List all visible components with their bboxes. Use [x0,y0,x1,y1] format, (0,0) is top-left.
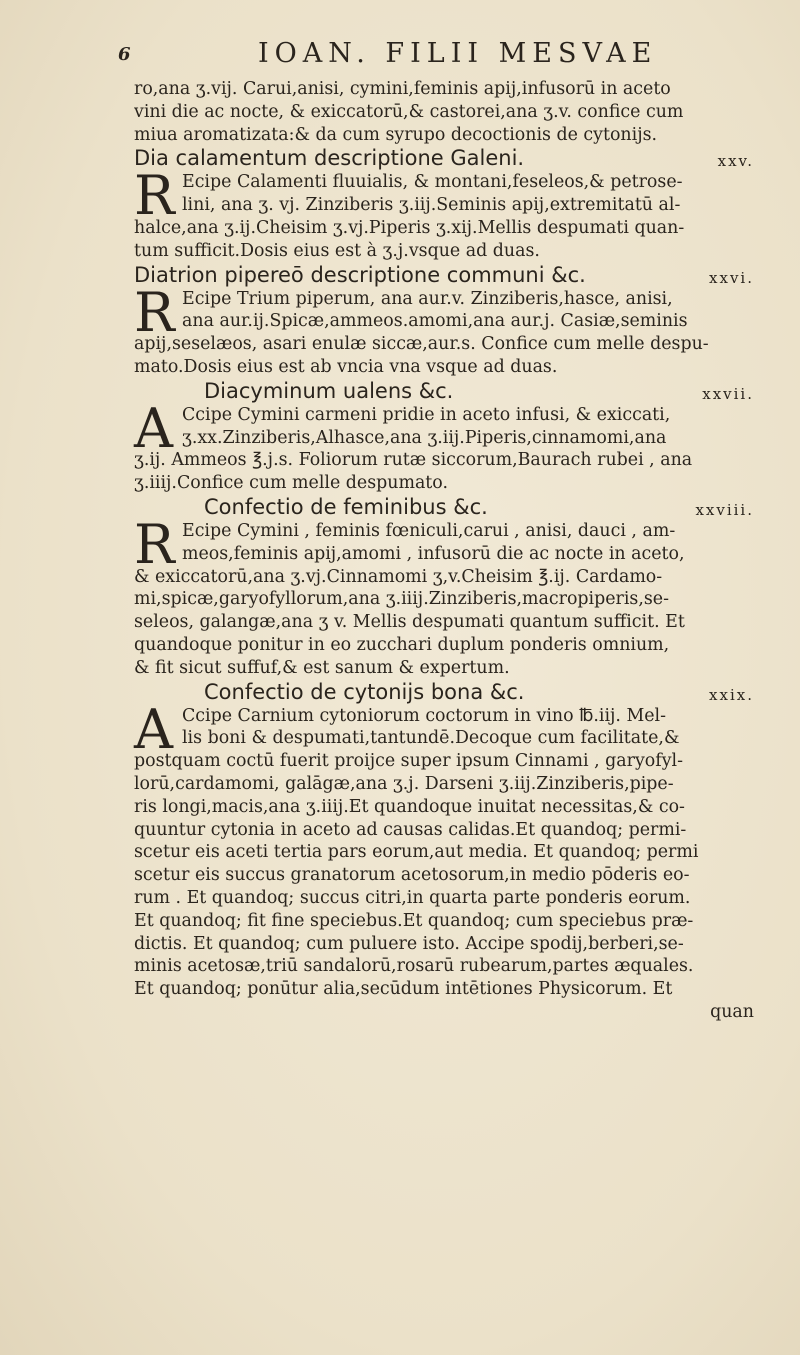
text-line: rum . Et quandoq; succus citri,in quarta parte ponderis eorum. [134,887,691,908]
section-title [134,263,754,288]
section-title [134,379,754,404]
recipe-text [134,280,754,379]
text-line: ana aur.ij.Spicæ,ammeos.amomi,ana aur.j. Casiæ,seminis [182,311,688,332]
recipe-text [134,512,754,680]
text-line: miua aromatizata:& da cum syrupo decoctionis de cytonijs. [134,124,658,145]
text-line: meos,feminis apij,amomi , infusorū die ac nocte in aceto, [182,543,685,564]
section-title [134,495,754,520]
section-title [134,680,754,705]
text-line: Et quandoq; fit fine speciebus.Et quandoq; cum speciebus præ- [134,910,694,931]
text-line: lorū,cardamomi, galāgæ,ana ʒ.j. Darseni ʒ.iij.Zinziberis,pipe- [134,773,674,794]
catchword: quan [710,1001,754,1022]
section-number: xxviii. [695,500,754,519]
section-title-text: Diatrion pipereō descriptione communi &c. [134,262,586,287]
text-line: Ecipe Trium piperum, ana aur.v. Zinziberis,hasce, anisi, [182,288,673,309]
text-line: dictis. Et quandoq; cum puluere isto. Accipe spodij,berberi,se- [134,933,684,954]
text-line: & fit sicut suffuf,& est sanum & expertum. [134,657,510,678]
text-line: Ccipe Carnium cytoniorum coctorum in vino ℔.iij. Mel- [182,705,666,726]
text-line: minis acetosæ,triū sandalorū,rosarū rubearum,partes æquales. [134,956,694,977]
section-title [134,146,754,171]
text-line: mi,spicæ,garyofyllorum,ana ʒ.iiij.Zinziberis,macropiperis,se- [134,589,669,610]
drop-cap: R [134,512,175,576]
section-title-text: Diacyminum ualens &c. [204,378,454,403]
text-line: tum sufficit.Dosis eius est à ʒ.j.vsque ad duas. [134,240,540,261]
text-line: quuntur cytonia in aceto ad causas calidas.Et quandoq; permi- [134,819,687,840]
recipe-section [134,495,754,680]
text-line: apij,seselæos, asari enulæ siccæ,aur.s. Confice cum melle despu- [134,334,709,355]
drop-cap: R [134,164,175,228]
text-line: halce,ana ʒ.ij.Cheisim ʒ.vj.Piperis ʒ.xij.Mellis despumati quan- [134,217,685,238]
text-line: quandoque ponitur in eo zucchari duplum ponderis omnium, [134,634,670,655]
section-title-text: Confectio de cytonijs bona &c. [204,679,525,704]
section-number: xxvi. [709,268,754,287]
text-line: Ccipe Cymini carmeni pridie in aceto infusi, & exiccati, [182,404,671,425]
text-line: scetur eis aceti tertia pars eorum,aut media. Et quandoq; permi [134,842,699,863]
recipe-text [134,697,754,1001]
text-body [134,78,754,1024]
intro-paragraph [134,78,754,146]
text-line: scetur eis succus granatorum acetosorum,in medio pōderis eo- [134,865,690,886]
section-number: xxv. [717,152,754,171]
text-line: Et quandoq; ponūtur alia,secūdum intētiones Physicorum. Et [134,979,673,1000]
recipe-section [134,263,754,379]
text-line: vini die ac nocte, & exiccatorū,& castorei,ana ʒ.v. confice cum [134,101,684,122]
recipe-section [134,146,754,262]
text-line: ʒ.iiij.Confice cum melle despumato. [134,473,448,494]
text-line: postquam coctū fuerit proijce super ipsum Cinnami , garyofyl- [134,751,683,772]
text-line: ro,ana ʒ.vij. Carui,anisi, cymini,feminis apij,infusorū in aceto [134,79,671,99]
drop-cap: A [134,396,173,460]
text-line: mato.Dosis eius est ab vncia vna vsque ad duas. [134,356,558,377]
recipe-section [134,379,754,495]
section-number: xxix. [709,685,754,704]
text-line: lini, ana ʒ. vj. Zinziberis ʒ.iij.Seminis apij,extremitatū al- [182,195,681,216]
page-header [118,36,758,76]
section-number: xxvii. [702,384,754,403]
text-line: Ecipe Calamenti fluuialis, & montani,feseleos,& petrose- [182,172,683,193]
drop-cap: A [134,697,173,761]
drop-cap: R [134,280,175,344]
section-title-text: Dia calamentum descriptione Galeni. [134,146,525,171]
recipe-text [134,164,754,262]
section-title-text: Confectio de feminibus &c. [204,494,488,519]
folio-number: 6 [118,44,131,65]
text-line: ris longi,macis,ana ʒ.iiij.Et quandoque inuitat necessitas,& co- [134,796,685,817]
recipe-text [134,396,754,495]
text-line: ʒ.xx.Zinziberis,Alhasce,ana ʒ.iij.Piperis,cinnamomi,ana [182,427,667,448]
text-line: ʒ.ij. Ammeos ℥.j.s. Foliorum rutæ siccorum,Baurach rubei , ana [134,450,693,471]
running-head: IOAN. FILII MESVAE [258,38,658,69]
text-line: Ecipe Cymini , feminis fœniculi,carui , anisi, dauci , am- [182,520,676,541]
text-line: seleos, galangæ,ana ʒ v. Mellis despumati quantum sufficit. Et [134,612,685,633]
text-line: & exiccatorū,ana ʒ.vj.Cinnamomi ʒ,v.Cheisim ℥.ij. Cardamo- [134,566,663,587]
text-line: lis boni & despumati,tantundē.Decoque cum facilitate,& [182,728,680,749]
recipe-section [134,680,754,1001]
